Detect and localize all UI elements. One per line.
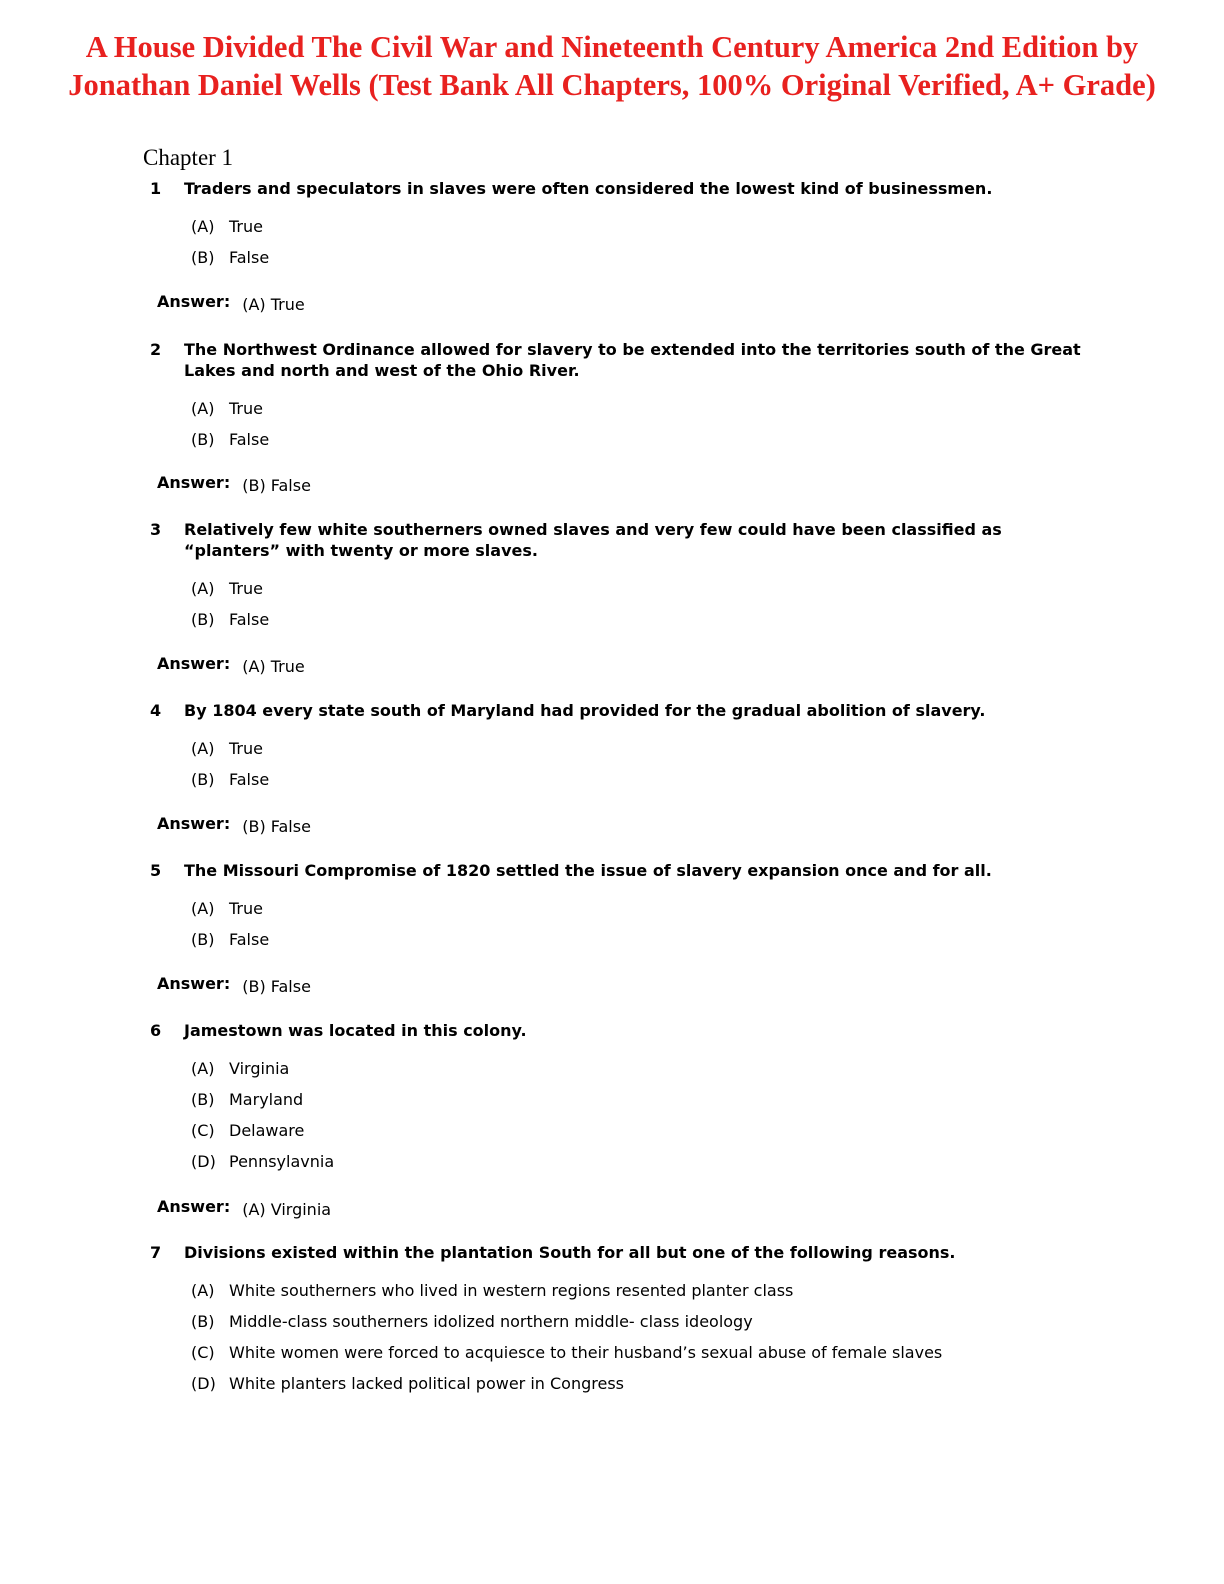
- option-letter: (A): [191, 1059, 215, 1078]
- answer-label: Answer:: [157, 654, 231, 673]
- option-b: [191, 929, 1090, 960]
- option-b: [191, 609, 1090, 640]
- answer-label: Answer:: [157, 473, 231, 492]
- option-b: [191, 247, 1090, 278]
- option-text: Pennsylavnia: [229, 1152, 335, 1171]
- answer-1: [157, 292, 305, 314]
- question-text: Traders and speculators in slaves were often considered the lowest kind of businessmen.: [184, 179, 993, 198]
- question-number: 7: [150, 1243, 162, 1262]
- question-5: [150, 860, 1090, 960]
- answer-label: Answer:: [157, 1197, 231, 1216]
- answer-value: (A) True: [242, 657, 305, 676]
- option-c: [191, 1120, 1090, 1151]
- answer-6: [157, 1197, 332, 1219]
- option-b: [191, 1311, 1090, 1342]
- option-a: [191, 1280, 1090, 1311]
- question-text: The Missouri Compromise of 1820 settled the issue of slavery expansion once and for all.: [184, 861, 992, 880]
- question-number: 5: [150, 861, 162, 880]
- option-text: Virginia: [229, 1059, 290, 1078]
- answer-3: [157, 654, 305, 676]
- option-letter: (C): [191, 1121, 215, 1140]
- option-text: Delaware: [229, 1121, 305, 1140]
- question-text: Divisions existed within the plantation South for all but one of the following reasons.: [184, 1243, 956, 1262]
- option-letter: (D): [191, 1152, 216, 1171]
- option-list: [191, 738, 1090, 800]
- question-6: [150, 1020, 1090, 1182]
- option-text: False: [229, 930, 270, 949]
- answer-value: (A) True: [242, 295, 305, 314]
- option-d: [191, 1373, 1090, 1404]
- title-line-1: A House Divided The Civil War and Nineteenth Century America 2nd Edition by: [85, 30, 1139, 64]
- question-2: [150, 339, 1090, 460]
- option-b: [191, 429, 1090, 460]
- option-text: True: [229, 899, 263, 918]
- option-list: [191, 898, 1090, 960]
- option-a: [191, 738, 1090, 769]
- answer-value: (B) False: [242, 817, 311, 836]
- option-text: False: [229, 610, 270, 629]
- question-text: Jamestown was located in this colony.: [184, 1021, 527, 1040]
- question-text: The Northwest Ordinance allowed for slavery to be extended into the territories south of the Great Lakes and north and west of the Ohio River.: [184, 340, 1081, 380]
- answer-value: (B) False: [242, 476, 311, 495]
- question-4: [150, 700, 1090, 800]
- option-list: [191, 578, 1090, 640]
- question-number: 4: [150, 701, 162, 720]
- option-text: True: [229, 739, 263, 758]
- option-letter: (A): [191, 217, 215, 236]
- option-letter: (A): [191, 1281, 215, 1300]
- question-number: 2: [150, 340, 162, 359]
- question-3: [150, 519, 1090, 640]
- option-text: Maryland: [229, 1090, 304, 1109]
- option-d: [191, 1151, 1090, 1182]
- answer-value: (B) False: [242, 977, 311, 996]
- answer-4: [157, 814, 311, 836]
- title-line-2: Jonathan Daniel Wells (Test Bank All Chapters, 100% Original Verified, A+ Grade): [68, 68, 1156, 102]
- option-letter: (A): [191, 739, 215, 758]
- question-text: Relatively few white southerners owned slaves and very few could have been classified as “planters” with twenty or more slaves.: [184, 520, 1002, 560]
- question-1: [150, 178, 1090, 278]
- option-text: True: [229, 579, 263, 598]
- option-list: [191, 1280, 1090, 1404]
- option-letter: (C): [191, 1343, 215, 1362]
- option-c: [191, 1342, 1090, 1373]
- document-title: [0, 28, 1224, 104]
- option-text: False: [229, 770, 270, 789]
- question-number: 3: [150, 520, 162, 539]
- option-letter: (A): [191, 399, 215, 418]
- option-a: [191, 1058, 1090, 1089]
- option-letter: (B): [191, 610, 215, 629]
- answer-value: (A) Virginia: [242, 1200, 332, 1219]
- answer-label: Answer:: [157, 292, 231, 311]
- option-a: [191, 578, 1090, 609]
- option-list: [191, 398, 1090, 460]
- option-b: [191, 769, 1090, 800]
- option-list: [191, 216, 1090, 278]
- option-letter: (A): [191, 579, 215, 598]
- option-letter: (B): [191, 1090, 215, 1109]
- option-text: White women were forced to acquiesce to their husband’s sexual abuse of female slaves: [229, 1343, 943, 1362]
- option-letter: (B): [191, 1312, 215, 1331]
- option-letter: (B): [191, 430, 215, 449]
- option-letter: (B): [191, 248, 215, 267]
- option-letter: (A): [191, 899, 215, 918]
- answer-label: Answer:: [157, 814, 231, 833]
- option-text: True: [229, 217, 263, 236]
- option-text: White planters lacked political power in Congress: [229, 1374, 624, 1393]
- option-a: [191, 898, 1090, 929]
- option-text: Middle-class southerners idolized northern middle- class ideology: [229, 1312, 753, 1331]
- option-list: [191, 1058, 1090, 1182]
- option-a: [191, 216, 1090, 247]
- option-letter: (B): [191, 930, 215, 949]
- question-7: [150, 1242, 1090, 1404]
- option-text: False: [229, 248, 270, 267]
- question-text: By 1804 every state south of Maryland had provided for the gradual abolition of slavery.: [184, 701, 986, 720]
- option-text: True: [229, 399, 263, 418]
- question-number: 6: [150, 1021, 162, 1040]
- option-text: White southerners who lived in western regions resented planter class: [229, 1281, 794, 1300]
- answer-label: Answer:: [157, 974, 231, 993]
- option-letter: (B): [191, 770, 215, 789]
- option-text: False: [229, 430, 270, 449]
- option-letter: (D): [191, 1374, 216, 1393]
- answer-2: [157, 473, 311, 495]
- question-number: 1: [150, 179, 162, 198]
- answer-5: [157, 974, 311, 996]
- chapter-heading: Chapter 1: [143, 145, 234, 170]
- option-b: [191, 1089, 1090, 1120]
- option-a: [191, 398, 1090, 429]
